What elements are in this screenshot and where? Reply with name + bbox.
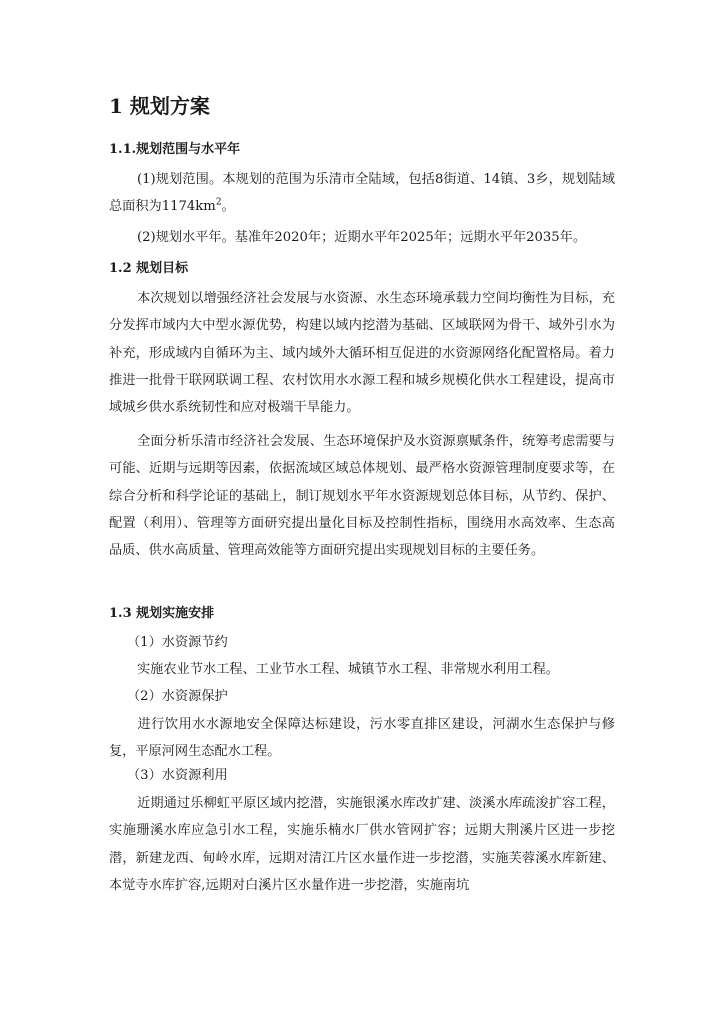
scope-text: (1)规划范围。本规划的范围为乐清市全陆域，包括8街道、14镇、3乡，规划陆域总面积为1174km bbox=[109, 172, 615, 215]
paragraph-water-protection bbox=[109, 711, 615, 766]
water-protection-text: 进行饮用水水源地安全保障达标建设，污水零直排区建设，河湖水生态保护与修复，平原河网生态配水工程。 bbox=[109, 717, 615, 760]
section-heading-implementation: 1.3 规划实施安排 bbox=[109, 606, 215, 621]
water-use-text: 近期通过乐柳虹平原区域内挖潜，实施银溪水库改扩建、淡溪水库疏浚扩容工程，实施珊溪水库应急引水工程，实施乐楠水厂供水管网扩容；远期大荆溪片区进一步挖潜，新建龙西、甸岭水库，远期对清江片区水量作进一步挖潜，实施芙蓉溪水库新建、本觉寺水库扩容,远期对白溪片区水量作进一步挖潜，实施南坑 bbox=[109, 796, 615, 893]
paragraph-horizon bbox=[109, 224, 615, 251]
subheading-water-use: （3）水资源利用 bbox=[127, 768, 228, 783]
paragraph-scope bbox=[109, 166, 615, 221]
area-unit-superscript: 2 bbox=[215, 197, 222, 208]
chapter-title: 1 规划方案 bbox=[109, 94, 210, 118]
subheading-water-protection: （2）水资源保护 bbox=[127, 689, 228, 704]
paragraph-water-use bbox=[109, 790, 615, 899]
scope-text-end: 。 bbox=[221, 199, 235, 215]
section-heading-scope: 1.1.规划范围与水平年 bbox=[109, 142, 241, 157]
goals-text-2: 全面分析乐清市经济社会发展、生态环境保护及水资源禀赋条件，统筹考虑需要与可能、近期与远期等因素，依据流域区域总体规划、最严格水资源管理制度要求等，在综合分析和科学论证的基础上，制订规划水平年水资源规划总体目标，从节约、保护、配置（利用）、管理等方面研究提出量化目标及控制性指标，围绕用水高效率、生态高品质、供水高质量、管理高效能等方面研究提出实现规划目标的主要任务。 bbox=[109, 434, 615, 559]
horizon-text: (2)规划水平年。基准年2020年；近期水平年2025年；远期水平年2035年。 bbox=[137, 230, 587, 245]
subheading-water-saving: （1）水资源节约 bbox=[127, 635, 228, 650]
paragraph-goals-1 bbox=[109, 285, 615, 421]
water-saving-text: 实施农业节水工程、工业节水工程、城镇节水工程、非常规水利用工程。 bbox=[137, 662, 559, 677]
paragraph-goals-2 bbox=[109, 428, 615, 564]
goals-text-1: 本次规划以增强经济社会发展与水资源、水生态环境承载力空间均衡性为目标，充分发挥市域内大中型水源优势，构建以域内挖潜为基础、区域联网为骨干、域外引水为补充，形成域内自循环为主、域内域外大循环相互促进的水资源网络化配置格局。着力推进一批骨干联网联调工程、农村饮用水水源工程和城乡规模化供水工程建设，提高市域城乡供水系统韧性和应对极端干旱能力。 bbox=[109, 291, 615, 416]
section-heading-goals: 1.2 规划目标 bbox=[109, 261, 189, 276]
